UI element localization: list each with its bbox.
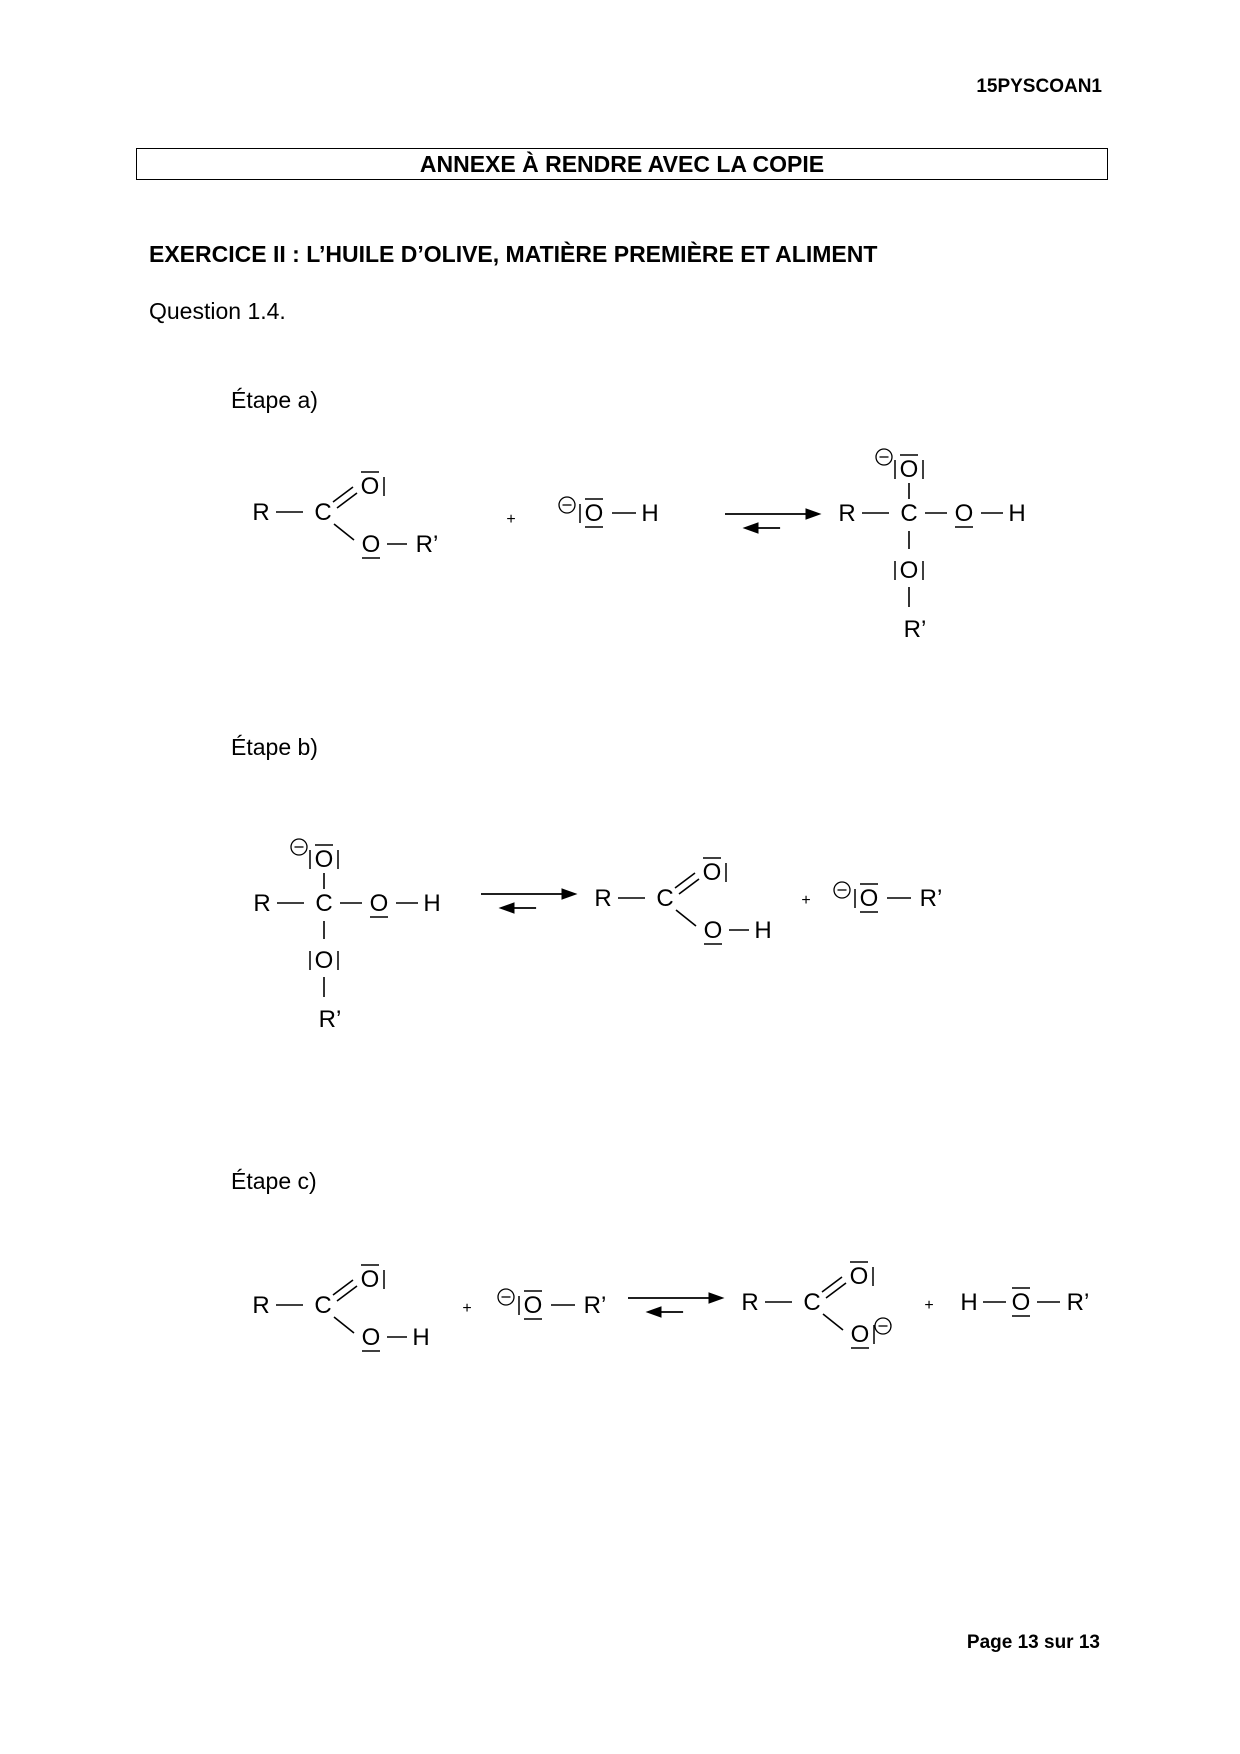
annexe-title: ANNEXE À RENDRE AVEC LA COPIE [419,151,825,177]
plus-sign: + [462,1300,472,1317]
double-bond-2 [679,879,699,894]
oxygen-atom: O [523,1292,543,1319]
carbon-atom: C [314,1292,332,1319]
double-bond-2 [337,493,357,508]
oxygen-atom: O [360,473,380,500]
plus-sign: + [801,892,811,909]
forward-arrow-head [806,509,820,519]
oxygen-atom: O [314,947,334,974]
backward-arrow-head [500,903,514,913]
hydrogen-atom: H [1008,500,1026,527]
backward-arrow-head [647,1307,661,1317]
oxygen-atom: O [369,890,389,917]
double-bond-2 [826,1283,846,1298]
step-c-label: Étape c) [231,1168,317,1194]
double-bond-2 [337,1286,357,1301]
double-bond-1 [822,1277,842,1292]
r-group: R [838,500,856,527]
bond-c-o [823,1314,843,1330]
step-c-mechanism [252,1262,1089,1351]
oxygen-atom: O [850,1321,870,1348]
r-prime-group: R’ [415,531,439,558]
backward-arrow-head [744,523,758,533]
r-group: R [253,890,271,917]
r-group: R [741,1289,759,1316]
oxygen-atom: O [859,885,879,912]
double-bond-1 [333,1280,353,1295]
exercise-title: EXERCICE II : L’HUILE D’OLIVE, MATIÈRE PREMIÈRE ET ALIMENT [149,241,878,267]
r-prime-group: R’ [318,1006,342,1033]
plus-sign: + [924,1297,934,1314]
r-prime-group: R’ [583,1292,607,1319]
carbon-atom: C [656,885,674,912]
r-group: R [594,885,612,912]
double-bond-1 [333,487,353,502]
oxygen-atom: O [899,557,919,584]
oxygen-atom: O [899,456,919,483]
forward-arrow-head [709,1293,723,1303]
carbon-atom: C [314,499,332,526]
carbon-atom: C [315,890,333,917]
oxygen-atom: O [702,859,722,886]
oxygen-atom: O [703,917,723,944]
oxygen-atom: O [954,500,974,527]
bond-c-o [334,524,354,540]
carbon-atom: C [803,1289,821,1316]
r-prime-group: R’ [903,616,927,643]
plus-sign: + [506,511,516,528]
document-code: 15PYSCOAN1 [976,76,1102,97]
oxygen-atom: O [1011,1289,1031,1316]
bond-c-o [676,910,696,926]
oxygen-atom: O [360,1266,380,1293]
oxygen-atom: O [849,1263,869,1290]
hydrogen-atom: H [423,890,441,917]
hydrogen-atom: H [412,1324,430,1351]
r-group: R [252,499,270,526]
oxygen-atom: O [361,531,381,558]
r-group: R [252,1292,270,1319]
step-a-mechanism [252,449,1025,643]
bond-c-o [334,1317,354,1333]
forward-arrow-head [562,889,576,899]
step-a-label: Étape a) [231,387,318,413]
hydrogen-atom: H [960,1289,978,1316]
question-label: Question 1.4. [149,298,286,324]
page-number: Page 13 sur 13 [966,1632,1100,1653]
step-b-mechanism [253,839,942,1033]
r-prime-group: R’ [919,885,943,912]
step-b-label: Étape b) [231,734,318,760]
oxygen-atom: O [361,1324,381,1351]
hydrogen-atom: H [641,500,659,527]
hydrogen-atom: H [754,917,772,944]
carbon-atom: C [900,500,918,527]
double-bond-1 [675,873,695,888]
r-prime-group: R’ [1066,1289,1090,1316]
oxygen-atom: O [584,500,604,527]
oxygen-atom: O [314,846,334,873]
